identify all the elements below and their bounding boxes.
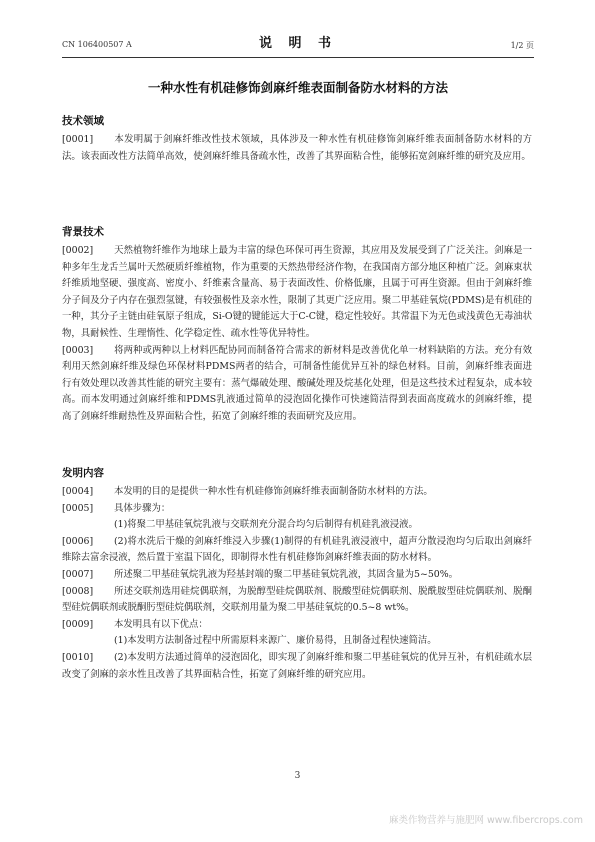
- paragraph-number: [0009]: [62, 618, 94, 630]
- header-divider: [62, 57, 534, 58]
- paragraph-number: [0004]: [62, 486, 94, 497]
- page-number: 3: [294, 771, 301, 781]
- paragraph-number: [0006]: [62, 535, 94, 547]
- advantage-1: [62, 633, 532, 650]
- paragraph-0001: [62, 132, 532, 165]
- document-number: CN 106400507 A: [62, 40, 132, 49]
- section-heading: 背景技术: [62, 226, 104, 238]
- paragraph-text: 本发明属于剑麻纤维改性技术领域，具体涉及一种水性有机硅修饰剑麻纤维表面制备防水材料的方法。该表面改性方法简单高效，使剑麻纤维具备疏水性，改善了其界面粘合性，能够拓宽剑麻纤维的研究及应用。: [62, 134, 532, 162]
- paragraph-0008: [62, 584, 532, 617]
- section-heading: 发明内容: [62, 467, 104, 479]
- paragraph-text: 将两种或两种以上材料匹配协同而制备符合需求的新材料是改善优化单一材料缺陷的方法。充分有效利用天然剑麻纤维及绿色环保材料PDMS两者的结合，可制备性能优异互补的绿色材料。目前，剑麻纤维表面进行有效处理以改善其性能的研究主要有：蒸气爆破处理、酸碱处理及烷基化处理，但是这些技术过程复杂，成本较高。而本发明通过剑麻纤维和PDMS乳液通过简单的浸泡固化操作可快速简洁得到表面高度疏水的剑麻纤维，提高了剑麻纤维耐热性及界面粘合性，拓宽了剑麻纤维的表面研究及应用。: [62, 344, 532, 422]
- watermark: 麻类作物营养与施肥网 www.fibercrops.com: [388, 815, 583, 826]
- paragraph-number: [0008]: [62, 585, 94, 597]
- paragraph-number: [0002]: [62, 245, 94, 256]
- paragraph-0004: [62, 484, 532, 501]
- document-label: 说 明 书: [258, 36, 338, 51]
- paragraph-text: (1)将聚二甲基硅氧烷乳液与交联剂充分混合均匀后制得有机硅乳液浸液。: [114, 519, 418, 531]
- page-header: [62, 28, 534, 54]
- step-1: [62, 517, 532, 534]
- paragraph-number: [0005]: [62, 502, 94, 514]
- section-invention: [62, 466, 532, 683]
- paragraph-0007: [62, 567, 532, 584]
- paragraph-text: (2)将水洗后干燥的剑麻纤维浸入步骤(1)制得的有机硅乳液浸液中，超声分散浸泡均匀后取出剑麻纤维除去富余浸液，然后置于室温下固化，即制得水性有机硅修饰剑麻纤维表面的防水材料。: [62, 535, 532, 564]
- paragraph-number: [0001]: [62, 134, 94, 145]
- paragraph-number: [0010]: [62, 651, 94, 663]
- paragraph-text: 所述聚二甲基硅氧烷乳液为羟基封端的聚二甲基硅氧烷乳液，其固含量为5~50%。: [114, 568, 459, 580]
- paragraph-number: [0007]: [62, 568, 94, 580]
- paragraph-0006: [62, 534, 532, 567]
- section-background: [62, 225, 532, 426]
- section-tech-field: [62, 114, 532, 165]
- paragraph-text: 具体步骤为：: [114, 502, 171, 514]
- paragraph-text: 所述交联剂选用硅烷偶联剂，为脱醇型硅烷偶联剂、脱酸型硅烷偶联剂、脱酰胺型硅烷偶联剂、脱酮型硅烷偶联剂或脱酮肟型硅烷偶联剂，交联剂用量为聚二甲基硅氧烷的0.5~8 wt%。: [62, 585, 532, 614]
- paragraph-0010: [62, 650, 532, 683]
- paragraph-0005: [62, 501, 532, 518]
- paragraph-0003: [62, 343, 532, 426]
- page-info: 1/2 页: [510, 41, 534, 50]
- paragraph-0009: [62, 617, 532, 634]
- paragraph-text: 天然植物纤维作为地球上最为丰富的绿色环保可再生资源，其应用及发展受到了广泛关注。剑麻是一种多年生龙舌兰属叶天然硬质纤维植物，作为重要的天然热带经济作物，在我国南方部分地区种植广泛。剑麻束状纤维质地坚硬、强度高、密度小、纤维素含量高、易于表面改性、价格低廉，且属于可再生资源。但由于剑麻纤维分子间及分子内存在强烈氢键，有较强极性及亲水性，限制了其更广泛应用。聚二甲基硅氧烷(PDMS)是有机硅的一种，其分子主链由硅氧原子组成，Si-O键的键能远大于C-C键，稳定性较好。其常温下为无色或浅黄色无毒油状物，具耐候性、生理惰性、化学稳定性、疏水性等优异特性。: [62, 245, 532, 339]
- paragraph-number: [0003]: [62, 344, 94, 356]
- paragraph-text: (1)本发明方法制备过程中所需原料来源广、廉价易得，且制备过程快速简洁。: [114, 635, 437, 647]
- paragraph-0002: [62, 243, 532, 343]
- paragraph-text: 本发明具有以下优点：: [114, 618, 208, 630]
- section-heading: 技术领域: [62, 115, 104, 127]
- paragraph-text: (2)本发明方法通过简单的浸泡固化，即实现了剑麻纤维和聚二甲基硅氧烷的优异互补，有机硅疏水层改变了剑麻的亲水性且改善了其界面粘合性，拓宽了剑麻纤维的研究应用。: [62, 651, 532, 680]
- document-title: 一种水性有机硅修饰剑麻纤维表面制备防水材料的方法: [147, 80, 448, 95]
- paragraph-text: 本发明的目的是提供一种水性有机硅修饰剑麻纤维表面制备防水材料的方法。: [114, 486, 433, 497]
